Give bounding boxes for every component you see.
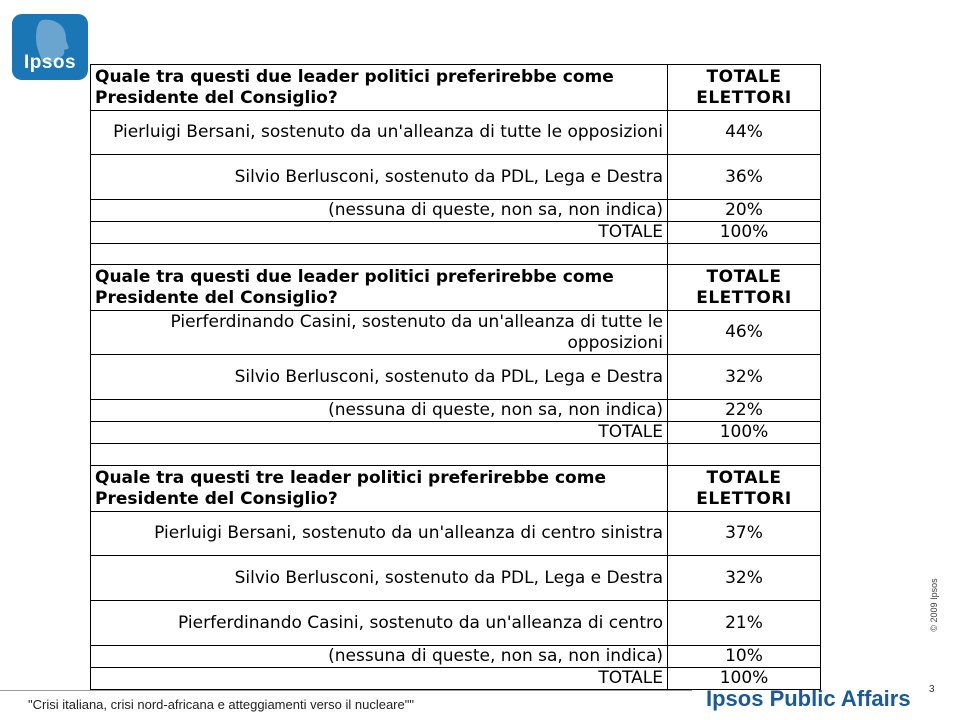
row-value: 44% xyxy=(668,111,821,155)
brand-name: Ipsos Public Affairs xyxy=(706,686,911,711)
page-number: 3 xyxy=(929,684,935,695)
question-row xyxy=(91,65,821,111)
column-header: TOTALE ELETTORI xyxy=(668,65,821,111)
ipsos-logo xyxy=(12,14,88,80)
row-label: TOTALE xyxy=(91,422,668,444)
table-row xyxy=(91,311,821,355)
logo-text: Ipsos xyxy=(23,52,77,73)
row-label: TOTALE xyxy=(91,222,668,244)
row-value: 36% xyxy=(668,155,821,200)
table-row xyxy=(91,155,821,200)
table-row xyxy=(91,355,821,400)
row-value: 37% xyxy=(668,512,821,556)
blank-cell xyxy=(668,244,821,265)
row-label: Pierluigi Bersani, sostenuto da un'alleanza di tutte le opposizioni xyxy=(91,111,668,155)
row-label: Silvio Berlusconi, sostenuto da PDL, Lega e Destra xyxy=(91,155,668,200)
table-row xyxy=(91,646,821,668)
row-value: 100% xyxy=(668,222,821,244)
copyright-text: © 2009 Ipsos xyxy=(929,578,939,632)
row-label: (nessuna di queste, non sa, non indica) xyxy=(91,646,668,668)
total-row xyxy=(91,222,821,244)
blank-cell xyxy=(91,444,668,466)
footer-title: "Crisi italiana, crisi nord-africana e atteggiamenti verso il nucleare"" xyxy=(28,697,414,712)
spacer-row xyxy=(91,244,821,265)
row-value: 22% xyxy=(668,400,821,422)
poll-table xyxy=(90,64,821,690)
row-label: (nessuna di queste, non sa, non indica) xyxy=(91,200,668,222)
table-row xyxy=(91,556,821,601)
table-row xyxy=(91,601,821,646)
question-row xyxy=(91,466,821,512)
row-label: Silvio Berlusconi, sostenuto da PDL, Lega e Destra xyxy=(91,556,668,601)
question-text: Quale tra questi tre leader politici preferirebbe come Presidente del Consiglio? xyxy=(91,466,668,512)
blank-cell xyxy=(91,244,668,265)
blank-cell xyxy=(668,444,821,466)
column-header: TOTALE ELETTORI xyxy=(668,265,821,311)
spacer-row xyxy=(91,444,821,466)
row-value: 32% xyxy=(668,355,821,400)
question-text: Quale tra questi due leader politici preferirebbe come Presidente del Consiglio? xyxy=(91,65,668,111)
question-text: Quale tra questi due leader politici preferirebbe come Presidente del Consiglio? xyxy=(91,265,668,311)
table-row xyxy=(91,400,821,422)
row-value: 21% xyxy=(668,601,821,646)
row-value: 46% xyxy=(668,311,821,355)
table-row xyxy=(91,200,821,222)
row-value: 100% xyxy=(668,668,821,690)
row-label: TOTALE xyxy=(91,668,668,690)
table-row xyxy=(91,512,821,556)
row-value: 100% xyxy=(668,422,821,444)
row-label: (nessuna di queste, non sa, non indica) xyxy=(91,400,668,422)
row-value: 20% xyxy=(668,200,821,222)
table-row xyxy=(91,111,821,155)
total-row xyxy=(91,422,821,444)
row-label: Pierferdinando Casini, sostenuto da un'alleanza di tutte le opposizioni xyxy=(91,311,668,355)
footer-divider xyxy=(0,690,692,691)
row-value: 32% xyxy=(668,556,821,601)
row-label: Silvio Berlusconi, sostenuto da PDL, Lega e Destra xyxy=(91,355,668,400)
row-label: Pierferdinando Casini, sostenuto da un'alleanza di centro xyxy=(91,601,668,646)
row-label: Pierluigi Bersani, sostenuto da un'alleanza di centro sinistra xyxy=(91,512,668,556)
question-row xyxy=(91,265,821,311)
column-header: TOTALE ELETTORI xyxy=(668,466,821,512)
row-value: 10% xyxy=(668,646,821,668)
copyright-notice xyxy=(926,570,942,640)
